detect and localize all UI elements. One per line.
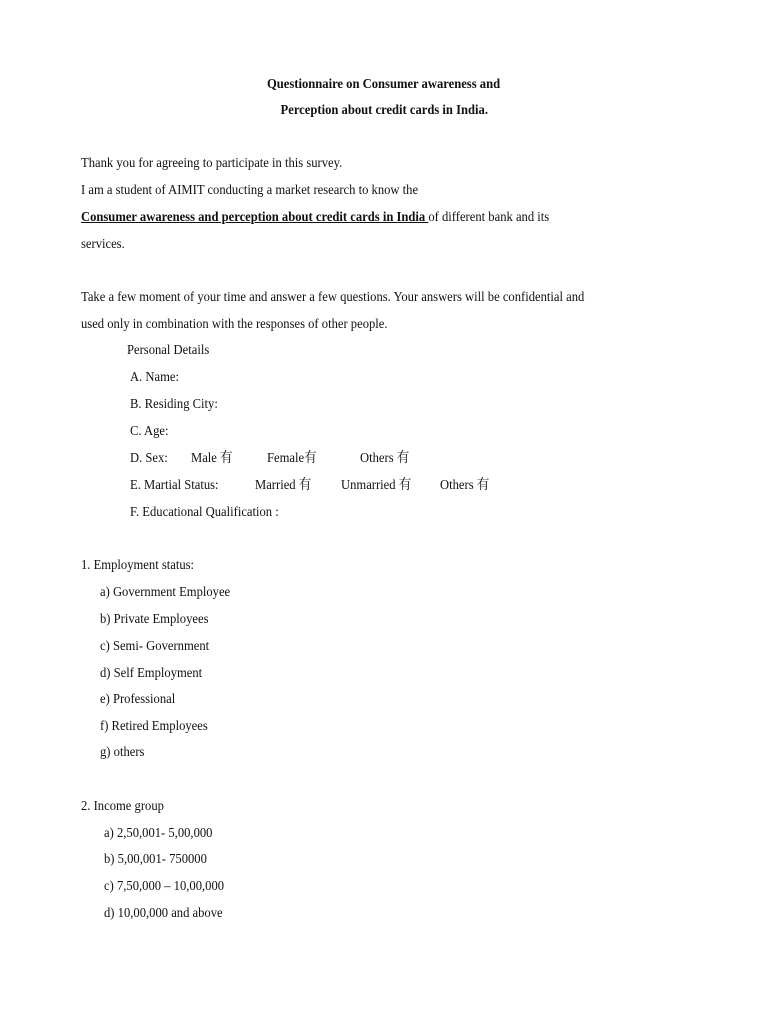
- sex-option-male: Male 有: [191, 451, 233, 466]
- q1-option: g) others: [100, 745, 145, 760]
- title-line-1: Questionnaire on Consumer awareness and: [267, 77, 501, 92]
- topic-highlight: Consumer awareness and perception about credit cards in India: [81, 210, 429, 225]
- field-age: C. Age:: [130, 424, 169, 439]
- intro-student: I am a student of AIMIT conducting a market research to know the: [81, 183, 419, 198]
- q1-option: c) Semi- Government: [100, 639, 210, 654]
- q1-option: a) Government Employee: [100, 585, 231, 600]
- intro-services: services.: [81, 237, 125, 252]
- title-line-2: Perception about credit cards in India.: [280, 103, 488, 118]
- q1-option: f) Retired Employees: [100, 719, 208, 734]
- personal-details-heading: Personal Details: [127, 343, 210, 358]
- field-name: A. Name:: [130, 370, 179, 385]
- field-residing-city: B. Residing City:: [130, 397, 218, 412]
- question-1: 1. Employment status:: [81, 558, 195, 573]
- q1-option: d) Self Employment: [100, 666, 203, 681]
- intro-topic: [81, 209, 549, 227]
- q2-option: c) 7,50,000 – 10,00,000: [104, 879, 225, 894]
- q2-option: a) 2,50,001- 5,00,000: [104, 826, 213, 841]
- intro-request-2: used only in combination with the responses of other people.: [81, 317, 388, 332]
- question-2: 2. Income group: [81, 799, 164, 814]
- q2-option: b) 5,00,001- 750000: [104, 852, 207, 867]
- topic-rest: of different bank and its: [428, 210, 550, 225]
- marital-option-others: Others 有: [440, 478, 490, 493]
- field-sex-label: D. Sex:: [130, 451, 168, 466]
- field-marital-label: E. Martial Status:: [130, 478, 219, 493]
- sex-option-others: Others 有: [360, 451, 410, 466]
- q1-option: e) Professional: [100, 692, 176, 707]
- marital-option-married: Married 有: [255, 478, 312, 493]
- q1-option: b) Private Employees: [100, 612, 209, 627]
- q2-option: d) 10,00,000 and above: [104, 906, 223, 921]
- intro-thanks: Thank you for agreeing to participate in this survey.: [81, 156, 343, 171]
- marital-option-unmarried: Unmarried 有: [341, 478, 412, 493]
- field-educational-qualification: F. Educational Qualification :: [130, 505, 279, 520]
- sex-option-female: Female有: [267, 451, 317, 466]
- intro-request-1: Take a few moment of your time and answer a few questions. Your answers will be confidential and: [81, 290, 585, 305]
